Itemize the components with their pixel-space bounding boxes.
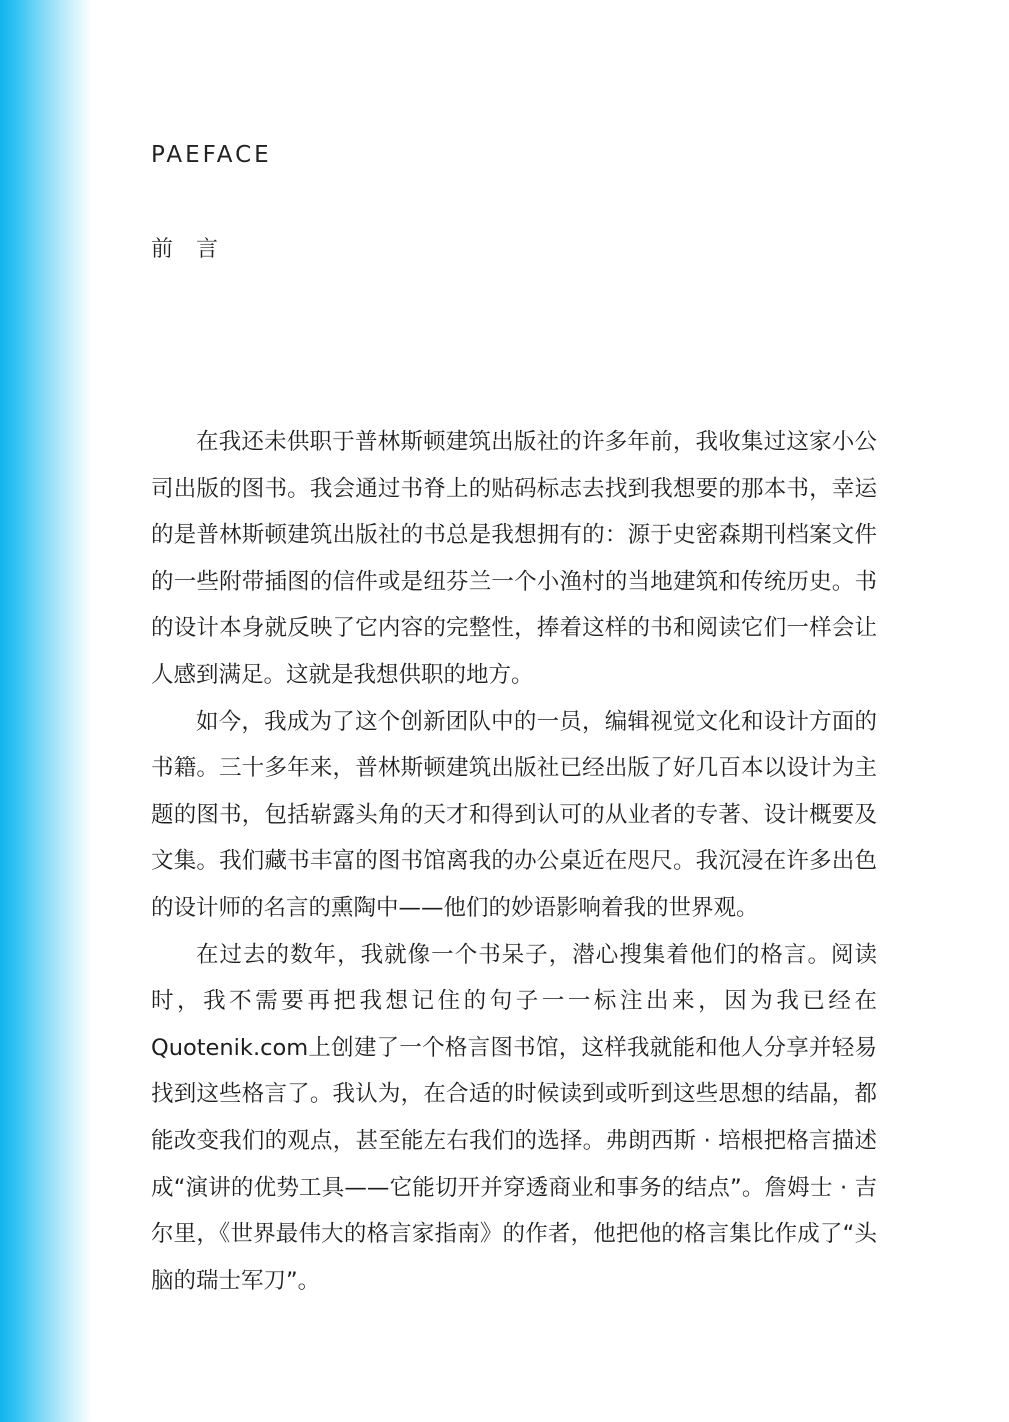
page-heading-chinese: 前 言 [151, 237, 226, 262]
preface-body [151, 419, 877, 1304]
blue-edge-decoration [0, 0, 92, 1422]
paragraph-2: 如今，我成为了这个创新团队中的一员，编辑视觉文化和设计方面的书籍。三十多年来，普林斯顿建筑出版社已经出版了好几百本以设计为主题的图书，包括崭露头角的天才和得到认可的从业者的专著、设计概要及文集。我们藏书丰富的图书馆离我的办公桌近在咫尺。我沉浸在许多出色的设计师的名言的熏陶中——他们的妙语影响着我的世界观。 [151, 708, 877, 921]
page-heading-english: PAEFACE [151, 142, 272, 168]
paragraph-1: 在我还未供职于普林斯顿建筑出版社的许多年前，我收集过这家小公司出版的图书。我会通过书脊上的贴码标志去找到我想要的那本书，幸运的是普林斯顿建筑出版社的书总是我想拥有的：源于史密森期刊档案文件的一些附带插图的信件或是纽芬兰一个小渔村的当地建筑和传统历史。书的设计本身就反映了它内容的完整性，捧着这样的书和阅读它们一样会让人感到满足。这就是我想供职的地方。 [151, 429, 877, 688]
paragraph-3: 在过去的数年，我就像一个书呆子，潜心搜集着他们的格言。阅读时，我不需要再把我想记住的句子一一标注出来，因为我已经在Quotenik.com上创建了一个格言图书馆，这样我就能和他人分享并轻易找到这些格言了。我认为，在合适的时候读到或听到这些思想的结晶，都能改变我们的观点，甚至能左右我们的选择。弗朗西斯 · 培根把格言描述成“演讲的优势工具——它能切开并穿透商业和事务的结点”。詹姆士 · 吉尔里，《世界最伟大的格言家指南》的作者，他把他的格言集比作成了“头脑的瑞士军刀”。 [151, 941, 877, 1294]
